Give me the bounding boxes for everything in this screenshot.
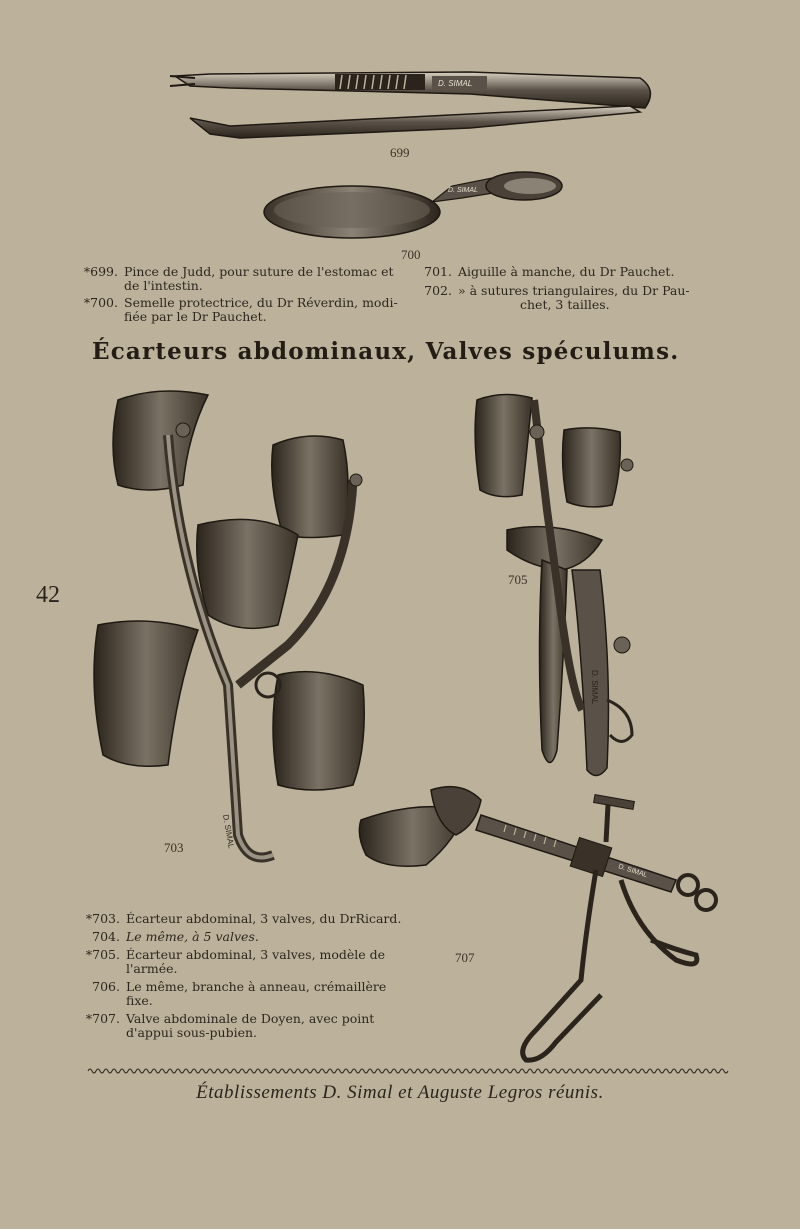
caption-text: Pince de Judd, pour suture de l'estomac et — [124, 264, 394, 279]
figure-703-abdominal-retractor — [88, 385, 388, 880]
captions-701-702 — [410, 265, 740, 312]
figure-700-protective-sole — [262, 168, 564, 242]
caption-text: Le même, à 5 valves. — [126, 929, 259, 944]
decorative-wavy-rule — [88, 1066, 723, 1076]
caption-number: 701. — [424, 264, 452, 279]
caption-continuation: chet, 3 tailles. — [520, 297, 610, 312]
caption-text: Écarteur abdominal, 3 valves, modèle de — [126, 947, 386, 962]
section-heading: Écarteurs abdominaux, Valves spéculums. — [92, 338, 680, 365]
caption-number: *700. — [83, 295, 118, 310]
caption-text: Le même, branche à anneau, crémaillère — [126, 979, 387, 994]
caption-number: 702. — [424, 283, 452, 298]
page-number: 42 — [36, 582, 60, 608]
figure-705-army-retractor — [472, 390, 647, 785]
caption-number: 704. — [92, 929, 120, 944]
caption-number: 706. — [92, 979, 120, 994]
caption-continuation: d'appui sous-pubien. — [126, 1025, 258, 1040]
figure-699-judd-forceps — [170, 68, 665, 143]
caption-number: *703. — [85, 911, 120, 926]
caption-continuation: fixe. — [126, 993, 153, 1008]
maker-mark-703: D. SIMAL — [221, 813, 236, 850]
captions-703-707 — [78, 912, 408, 1040]
maker-mark-700: D. SIMAL — [448, 187, 478, 194]
caption-text: Aiguille à manche, du Dr Pauchet. — [458, 264, 675, 279]
figure-707-doyen-valve — [356, 780, 726, 1065]
figure-number-707: 707 — [455, 950, 475, 965]
caption-text: Écarteur abdominal, 3 valves, du DrRicard. — [126, 911, 402, 926]
publisher-footer: Établissements D. Simal et Auguste Legros réunis. — [196, 1082, 604, 1103]
figure-number-700: 700 — [401, 247, 421, 262]
caption-text: Valve abdominale de Doyen, avec point — [126, 1011, 375, 1026]
caption-text: » à sutures triangulaires, du Dr Pau- — [458, 283, 690, 298]
caption-text: Semelle protectrice, du Dr Réverdin, modi- — [124, 295, 398, 310]
caption-continuation: de l'intestin. — [124, 278, 203, 293]
maker-mark-699: D. SIMAL — [438, 79, 473, 88]
caption-continuation: fiée par le Dr Pauchet. — [124, 309, 267, 324]
figure-number-699: 699 — [390, 145, 410, 160]
figure-number-703: 703 — [164, 840, 184, 855]
caption-number: *707. — [85, 1011, 120, 1026]
captions-699-700 — [76, 265, 416, 324]
maker-mark-707: D. SIMAL — [617, 863, 649, 880]
maker-mark-705: D. SIMAL — [590, 670, 599, 705]
figure-number-705: 705 — [508, 572, 528, 587]
caption-continuation: l'armée. — [126, 961, 178, 976]
caption-number: *705. — [85, 947, 120, 962]
caption-number: *699. — [83, 264, 118, 279]
